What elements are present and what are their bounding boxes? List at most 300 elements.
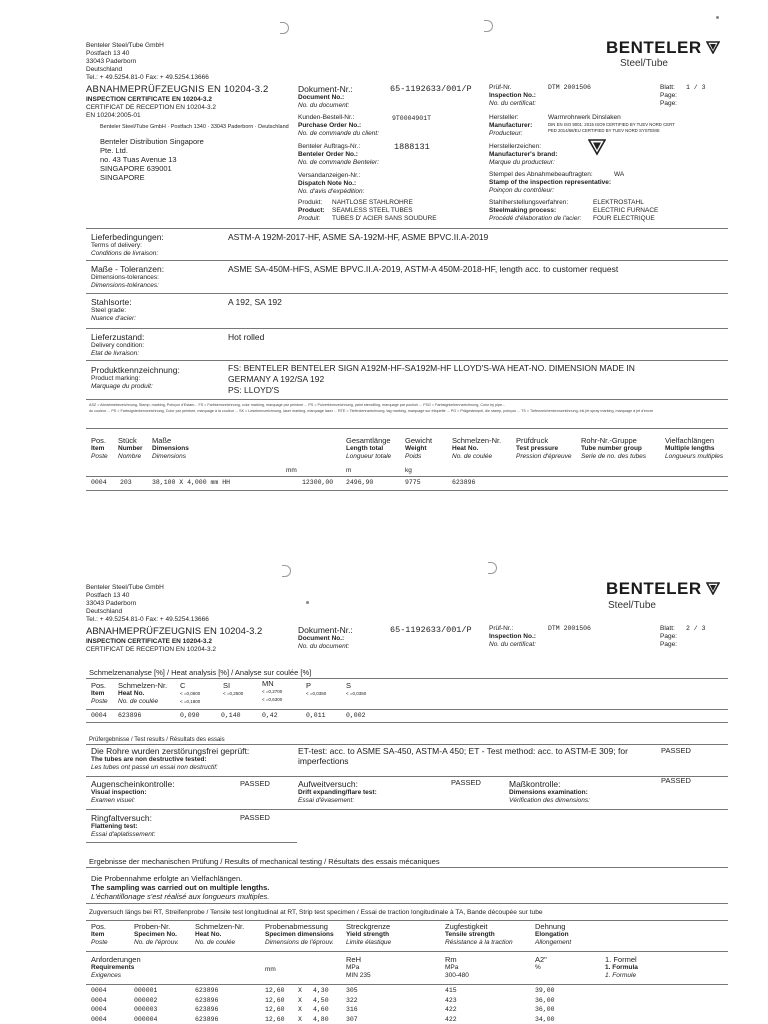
recipient-line: SINGAPORE xyxy=(100,173,145,182)
divider xyxy=(86,984,728,985)
cell-width: 12,60 xyxy=(265,1006,285,1013)
label: Maßkontrolle: xyxy=(509,779,561,789)
label: Pression d'épreuve xyxy=(516,453,572,460)
certificate-subtitle: INSPECTION CERTIFICATE EN 10204-3.2 xyxy=(86,638,212,645)
divider xyxy=(86,809,728,810)
divider xyxy=(86,328,728,329)
label: Document No.: xyxy=(298,94,345,101)
label: Lieferbedingungen: xyxy=(91,232,164,242)
product-name: SEAMLESS STEEL TUBES xyxy=(332,207,413,214)
label: Aufweitversuch: xyxy=(298,779,358,789)
cell-mn: 0,42 xyxy=(262,712,278,719)
sampling-line: The sampling was carried out on multiple lengths. xyxy=(91,883,270,892)
tolerances-labels xyxy=(91,264,164,290)
divider xyxy=(86,920,728,921)
logo-wordmark: BENTELER xyxy=(606,38,702,57)
inspection-number: DTM 2001506 xyxy=(548,625,591,632)
cell-specimen-no: 000003 xyxy=(134,1006,158,1013)
label: Dimensions-tolérances: xyxy=(91,282,159,289)
cell-width: 12,60 xyxy=(265,1015,285,1023)
label: Anforderungen xyxy=(91,955,141,964)
label: No. du certificat: xyxy=(489,641,536,648)
cell-heat-no: 623896 xyxy=(195,1015,219,1023)
label: Stahlsorte: xyxy=(91,297,132,307)
logo-wordmark: BENTELER xyxy=(606,579,702,598)
col-header-weight xyxy=(405,436,432,461)
col-header-elongation xyxy=(535,922,571,947)
label: ReH xyxy=(346,955,362,964)
label: 1. Formule xyxy=(605,972,637,979)
label: Lieferzustand: xyxy=(91,332,145,342)
divider xyxy=(86,776,728,777)
cell-number: 203 xyxy=(120,479,132,486)
company-phone: Tel.: + 49.5254.81-0 Fax: + 49.5254.13666 xyxy=(86,74,209,81)
label: Augenscheinkontrolle: xyxy=(91,779,175,789)
cert-line: DIN EN ISO 9001: 2015 ISO9 CERTIFIED BY TUEV NORD CERT xyxy=(548,122,675,127)
company-name: Benteler Steel/Tube GmbH xyxy=(86,42,164,49)
cell-specimen-no: 000001 xyxy=(134,987,158,994)
company-name: Benteler Steel/Tube GmbH xyxy=(86,584,164,591)
certificate-standard: EN 10204:2005-01 xyxy=(86,112,141,119)
label: Multiple lengths xyxy=(665,445,715,452)
product-values xyxy=(332,199,437,223)
divider xyxy=(86,903,728,904)
cell-yield: 305 xyxy=(346,987,358,994)
cell-si: 0,140 xyxy=(221,712,241,719)
label: No. d'avis d'expédition: xyxy=(298,188,365,195)
label: 1. Formula xyxy=(605,964,638,971)
unit-mm: mm xyxy=(265,966,276,973)
limit: < =0,0350 xyxy=(306,691,327,696)
label: No. du certificat: xyxy=(489,100,536,107)
cell-pos: 0004 xyxy=(91,987,107,994)
visual-inspection-labels xyxy=(91,779,175,805)
label: Product marking: xyxy=(91,375,141,382)
label: Les tubes ont passé un essai non destructif: xyxy=(91,764,218,771)
page-number-labels xyxy=(660,625,677,649)
company-address xyxy=(86,584,209,624)
company-line: 33043 Paderborn xyxy=(86,58,137,65)
label: No. de l'éprouv. xyxy=(134,939,179,946)
col-header-p xyxy=(306,681,326,698)
label: Flattening test: xyxy=(91,823,138,830)
label: Purchase Order No.: xyxy=(298,122,362,129)
scan-speck xyxy=(306,601,309,604)
dimensions-exam-result: PASSED xyxy=(661,776,691,785)
limit: < =0,0350 xyxy=(346,691,367,696)
col-header-multiple-lengths xyxy=(665,436,723,461)
cell-tensile: 423 xyxy=(445,996,457,1004)
cell-p: 0,011 xyxy=(306,712,326,719)
cell-elongation: 39,00 xyxy=(535,987,555,994)
divider xyxy=(86,399,728,400)
label: Specimen dimensions xyxy=(265,931,334,938)
label: Dokument-Nr.: xyxy=(298,625,353,635)
steel-grade-labels xyxy=(91,297,136,323)
cell-pos: 0004 xyxy=(91,479,107,486)
ndt-text xyxy=(298,746,628,766)
punch-hole-mark xyxy=(280,22,289,34)
tensile-requirement xyxy=(445,955,469,980)
label: No. du document: xyxy=(298,643,350,650)
cell-x: X xyxy=(298,996,302,1004)
label: Poste xyxy=(91,698,108,705)
label: Poste xyxy=(91,939,108,946)
cell-heat-no: 623896 xyxy=(452,479,476,486)
certificate-subtitle: CERTIFICAT DE RECEPTION EN 10204-3.2 xyxy=(86,646,217,653)
dispatch-note-labels xyxy=(298,172,364,196)
sampling-note xyxy=(91,874,269,901)
col-header-s xyxy=(346,681,366,698)
label: Heat No. xyxy=(118,690,145,697)
page-total: 3 xyxy=(701,84,706,91)
label: Requirements xyxy=(91,964,135,971)
label: Dispatch Note No.: xyxy=(298,180,357,187)
order-number: 1888131 xyxy=(394,142,430,152)
col-header-heat-no xyxy=(195,922,244,947)
col-header-c xyxy=(180,681,200,706)
col-header-pos xyxy=(91,681,108,706)
label: Manufacturer's brand: xyxy=(489,151,558,158)
label: Streckgrenze xyxy=(346,922,391,931)
label: Poids xyxy=(405,453,422,460)
unit: MPa xyxy=(346,964,360,971)
label: Item xyxy=(91,690,105,697)
ndt-result: PASSED xyxy=(661,746,691,755)
cell-tensile: 422 xyxy=(445,1006,457,1013)
marking-line: GERMANY A 192/SA 192 xyxy=(228,374,325,384)
label: Dimensions-tolerances: xyxy=(91,274,159,281)
delivery-condition: Hot rolled xyxy=(228,332,265,342)
terms-of-delivery-labels xyxy=(91,232,164,258)
label: Maße xyxy=(152,436,172,445)
label: Stamp of the inspection representative: xyxy=(489,179,612,186)
dimensions-exam-labels xyxy=(509,779,590,805)
steelmaking-labels xyxy=(489,199,581,223)
cell-elongation: 36,00 xyxy=(535,1006,555,1013)
flare-test-result: PASSED xyxy=(451,778,481,787)
company-line: Deutschland xyxy=(86,66,123,73)
label: Dokument-Nr.: xyxy=(298,84,353,94)
col-header-tensile-strength xyxy=(445,922,513,947)
label: Produit: xyxy=(298,215,321,222)
unit-kg: kg xyxy=(405,467,412,474)
label: Schmelzen-Nr. xyxy=(195,922,245,931)
recipient-line: Pte. Ltd. xyxy=(100,146,128,155)
punch-hole-mark xyxy=(484,20,493,32)
label: Produktkennzeichnung: xyxy=(91,365,180,375)
label: Examen visuel: xyxy=(91,797,136,804)
document-number: 65-1192633/001/P xyxy=(390,625,472,635)
test-results-title: Prüfergebnisse / Test results / Résultats des essais xyxy=(89,737,225,743)
label: Allongement xyxy=(535,939,572,946)
label: Length total xyxy=(346,445,384,452)
label: Product: xyxy=(298,207,325,214)
label: Manufacturer: xyxy=(489,122,533,129)
cell-thickness: 4,30 xyxy=(313,987,329,994)
certificate-title: ABNAHMEPRÜFZEUGNIS EN 10204-3.2 xyxy=(86,626,263,637)
divider xyxy=(86,490,728,491)
label: Poinçon du contrôleur: xyxy=(489,187,555,194)
col-header-heat-no xyxy=(118,681,167,706)
divider xyxy=(86,678,728,679)
cell-c: 0,090 xyxy=(180,712,200,719)
marking-line: PS: LLOYD'S xyxy=(228,385,280,395)
col-header-tube-group xyxy=(581,436,646,461)
label: Pos. xyxy=(91,436,107,445)
cell-s: 0,002 xyxy=(346,712,366,719)
col-header-number xyxy=(118,436,143,461)
logo-subtitle: Steel/Tube xyxy=(608,600,656,611)
label: SI xyxy=(223,681,231,690)
steel-process: FOUR ELECTRIQUE xyxy=(593,215,655,222)
cell-yield: 307 xyxy=(346,1015,358,1023)
cell-heat-no: 623896 xyxy=(118,712,142,719)
label: Weight xyxy=(405,445,427,452)
label: Vérification des dimensions: xyxy=(509,797,590,804)
cell-specimen-no: 000004 xyxy=(134,1015,158,1023)
mechanical-results-title: Ergebnisse der mechanischen Prüfung / Results of mechanical testing / Résultats des essais mécaniques xyxy=(89,857,440,866)
document-number-labels xyxy=(298,84,353,110)
label: Item xyxy=(91,445,105,452)
cell-thickness: 4,80 xyxy=(313,1015,329,1023)
label: No. de commande du client: xyxy=(298,130,379,137)
company-line: Deutschland xyxy=(86,608,123,615)
cell-thickness: 4,60 xyxy=(313,1006,329,1013)
label: Test pressure xyxy=(516,445,559,452)
label: Maße - Toleranzen: xyxy=(91,264,165,274)
label: Delivery condition: xyxy=(91,342,145,349)
label: Number xyxy=(118,445,143,452)
visual-inspection-result: PASSED xyxy=(240,779,270,788)
page-current: 1 xyxy=(686,84,690,91)
cell-heat-no: 623896 xyxy=(195,1006,219,1013)
tensile-test-title: Zugversuch längs bei RT, Streifenprobe / Tensile test longitudinal at RT, Strip test specimen / Essai de traction longitudinale à TA, Bande découpée sur tube xyxy=(89,909,543,916)
cell-pos: 0004 xyxy=(91,1006,107,1013)
col-header-pos xyxy=(91,436,108,461)
label: Longueur totale xyxy=(346,453,392,460)
label: No. de coulée xyxy=(195,939,236,946)
divider xyxy=(86,842,297,843)
stamp-value: WA xyxy=(614,171,625,178)
label: Prüf-Nr. xyxy=(489,84,512,91)
legend-line: ASZ = Abnahmebezeichnung, Stamp, marking, Poinçon d'Estam... FS = Farbkennzeichnung, color marking, marquage par peinture ... PS = Pulverkennzeichnung, paint stencilling, marquage par pochoir ... FSG = Farbsignierkennzeichnung, Color by pipe... xyxy=(89,403,506,407)
benteler-logo xyxy=(606,38,720,58)
label: Produkt: xyxy=(298,199,323,206)
col-header-pos xyxy=(91,922,108,947)
label: Elongation xyxy=(535,931,569,938)
cell-length: 12300,00 xyxy=(302,479,334,486)
punch-hole-mark xyxy=(282,565,291,577)
label: Dimensions xyxy=(152,445,189,452)
label: Essai d'aplatissement: xyxy=(91,831,156,838)
col-header-si xyxy=(223,681,243,698)
certificate-subtitle: CERTIFICAT DE RECEPTION EN 10204-3.2 xyxy=(86,104,217,111)
divider xyxy=(86,293,728,294)
page-number: 2 / 3 xyxy=(686,625,706,632)
recipient-address xyxy=(100,137,204,182)
label: Nuance d'acier: xyxy=(91,315,136,322)
label: Benteler Auftrags-Nr.: xyxy=(298,143,361,150)
product-labels xyxy=(298,199,325,223)
label: Nombre xyxy=(118,453,142,460)
logo-triangle-icon xyxy=(706,581,720,595)
sender-line: Benteler Steel/Tube GmbH · Postfach 1340 · 33043 Paderborn · Deutschland xyxy=(100,124,289,130)
stamp-labels xyxy=(489,171,611,195)
label: Résistance à la traction xyxy=(445,939,513,946)
recipient-line: Benteler Distribution Singapore xyxy=(100,137,204,146)
cell-x: X xyxy=(298,1015,302,1023)
label: Page: xyxy=(660,100,677,107)
label: Hersteller: xyxy=(489,114,519,121)
label: Steelmaking process: xyxy=(489,207,557,214)
page-total: 3 xyxy=(701,625,706,632)
requirements-labels xyxy=(91,955,141,980)
col-header-heat-no xyxy=(452,436,501,461)
label: Document No.: xyxy=(298,635,345,642)
divider xyxy=(86,744,728,745)
label: No. de commande Benteler: xyxy=(298,159,379,166)
cell-specimen-no: 000002 xyxy=(134,996,158,1004)
label: No. de coulée xyxy=(452,453,493,460)
divider xyxy=(86,476,728,477)
punch-hole-mark xyxy=(488,562,497,574)
cell-elongation: 36,00 xyxy=(535,996,555,1004)
label: Herstellerzeichen: xyxy=(489,143,542,150)
label: Page: xyxy=(660,633,677,640)
label: Rm xyxy=(445,955,457,964)
recipient-line: no. 43 Tuas Avenue 13 xyxy=(100,155,177,164)
label: Prüf-Nr.: xyxy=(489,625,514,632)
manufacturer: Warmrohrwerk Dinslaken xyxy=(548,114,621,121)
page-number: 1 / 3 xyxy=(686,84,706,91)
label: Longueurs multiples xyxy=(665,453,724,460)
label: Tensile strength xyxy=(445,931,495,938)
cell-tensile: 415 xyxy=(445,987,457,994)
flattening-test-labels xyxy=(91,813,155,839)
page-number-labels xyxy=(660,84,677,108)
recipient-line: SINGAPORE 639001 xyxy=(100,164,172,173)
ndt-line: ET-test: acc. to ASME SA-450, ASTM-A 450; ET - Test method: acc. to ASTM-E 309; for xyxy=(298,746,628,756)
company-line: Postfach 13 40 xyxy=(86,50,130,57)
label: Dimensions de l'éprouv. xyxy=(265,939,334,946)
inspection-number-labels xyxy=(489,84,536,108)
divider xyxy=(86,428,728,429)
limit: < =0,0600 xyxy=(180,691,201,696)
product-name: NAHTLOSE STAHLROHRE xyxy=(332,199,413,206)
col-header-test-pressure xyxy=(516,436,571,461)
ndt-labels xyxy=(91,746,249,772)
elongation-requirement xyxy=(535,955,547,972)
delivery-condition-labels xyxy=(91,332,144,358)
label: Zugfestigkeit xyxy=(445,922,488,931)
label: Prüfdruck xyxy=(516,436,549,445)
col-header-specimen-dimensions xyxy=(265,922,334,947)
scan-speck xyxy=(716,16,719,19)
label: Blatt: xyxy=(660,625,675,632)
label: Blatt: xyxy=(660,84,675,91)
label: Essai d'évasement: xyxy=(298,797,355,804)
divider xyxy=(86,722,728,723)
company-address xyxy=(86,42,209,82)
cell-weight: 2496,90 xyxy=(346,479,374,486)
unit-m: m xyxy=(346,467,352,474)
col-header-length xyxy=(346,436,391,461)
flare-test-labels xyxy=(298,779,377,805)
limit: 300-480 xyxy=(445,972,469,979)
label: Exigences xyxy=(91,972,121,979)
limit: < =0,2500 xyxy=(223,691,244,696)
divider xyxy=(86,951,728,952)
unit: MPa xyxy=(445,964,459,971)
label: Poste xyxy=(91,453,108,460)
cell-heat-no: 623896 xyxy=(195,996,219,1004)
divider xyxy=(86,867,728,868)
label: Etat de livraison: xyxy=(91,350,140,357)
label: Producteur: xyxy=(489,130,523,137)
company-phone: Tel.: + 49.5254.81-0 Fax: + 49.5254.13666 xyxy=(86,616,209,623)
formula-note xyxy=(605,955,638,980)
document-number: 65-1192633/001/P xyxy=(390,84,472,94)
label: Heat No. xyxy=(195,931,222,938)
abbreviations-legend xyxy=(89,402,729,414)
label: Versandanzeigen-Nr.: xyxy=(298,172,361,179)
logo-subtitle: Steel/Tube xyxy=(620,58,668,69)
label: Die Rohre wurden zerstörungsfrei geprüft: xyxy=(91,746,250,756)
label: Dimensions xyxy=(152,453,186,460)
label: Page: xyxy=(660,92,677,99)
sampling-line: L'échantillonage s'est réalisé aux longueurs multiples. xyxy=(91,892,270,901)
cert-line: PED 2014/68/EU CERTIFIED BY TUEV NORD SYSTEMS xyxy=(548,128,660,133)
heat-analysis-title: Schmelzenanalyse [%] / Heat analysis [%] / Analyse sur coulée [%] xyxy=(89,668,312,677)
page-current: 2 xyxy=(686,625,690,632)
label: Marque du producteur: xyxy=(489,159,555,166)
label: Gesamtlänge xyxy=(346,436,391,445)
cell-tensile: 422 xyxy=(445,1015,457,1023)
label: S xyxy=(346,681,352,690)
product-marking-labels xyxy=(91,365,180,391)
label: Visual inspection: xyxy=(91,789,147,796)
steel-process: ELECTRIC FURNACE xyxy=(593,207,659,214)
label: Stahlherstellungsverfahren: xyxy=(489,199,569,206)
label: Dimensions examination: xyxy=(509,789,588,796)
unit: % xyxy=(535,964,541,971)
cell-thickness: 4,50 xyxy=(313,996,329,1004)
order-number-labels xyxy=(298,143,379,167)
manufacturer-brand-labels xyxy=(489,143,557,167)
label: Schmelzen-Nr. xyxy=(118,681,168,690)
logo-triangle-icon xyxy=(706,40,720,54)
cell-pos: 0004 xyxy=(91,712,107,719)
label: Probenabmessung xyxy=(265,922,328,931)
label: Stempel des Abnahmebeauftragten: xyxy=(489,171,593,178)
label: Inspection No.: xyxy=(489,92,536,99)
cell-elongation: 34,00 xyxy=(535,1015,555,1023)
cell-x: X xyxy=(298,987,302,994)
cell-weight-kg: 9775 xyxy=(405,479,421,486)
label: Limite élastique xyxy=(346,939,392,946)
certificate-subtitle: INSPECTION CERTIFICATE EN 10204-3.2 xyxy=(86,96,212,103)
col-header-specimen-no xyxy=(134,922,179,947)
cell-pos: 0004 xyxy=(91,996,107,1004)
label: Ringfaltversuch: xyxy=(91,813,152,823)
product-name: TUBES D' ACIER SANS SOUDURE xyxy=(332,215,437,222)
label: Steel grade: xyxy=(91,307,127,314)
label: Yield strength xyxy=(346,931,390,938)
label: Pos. xyxy=(91,922,107,931)
inspection-number-labels xyxy=(489,625,536,649)
label: Pos. xyxy=(91,681,107,690)
